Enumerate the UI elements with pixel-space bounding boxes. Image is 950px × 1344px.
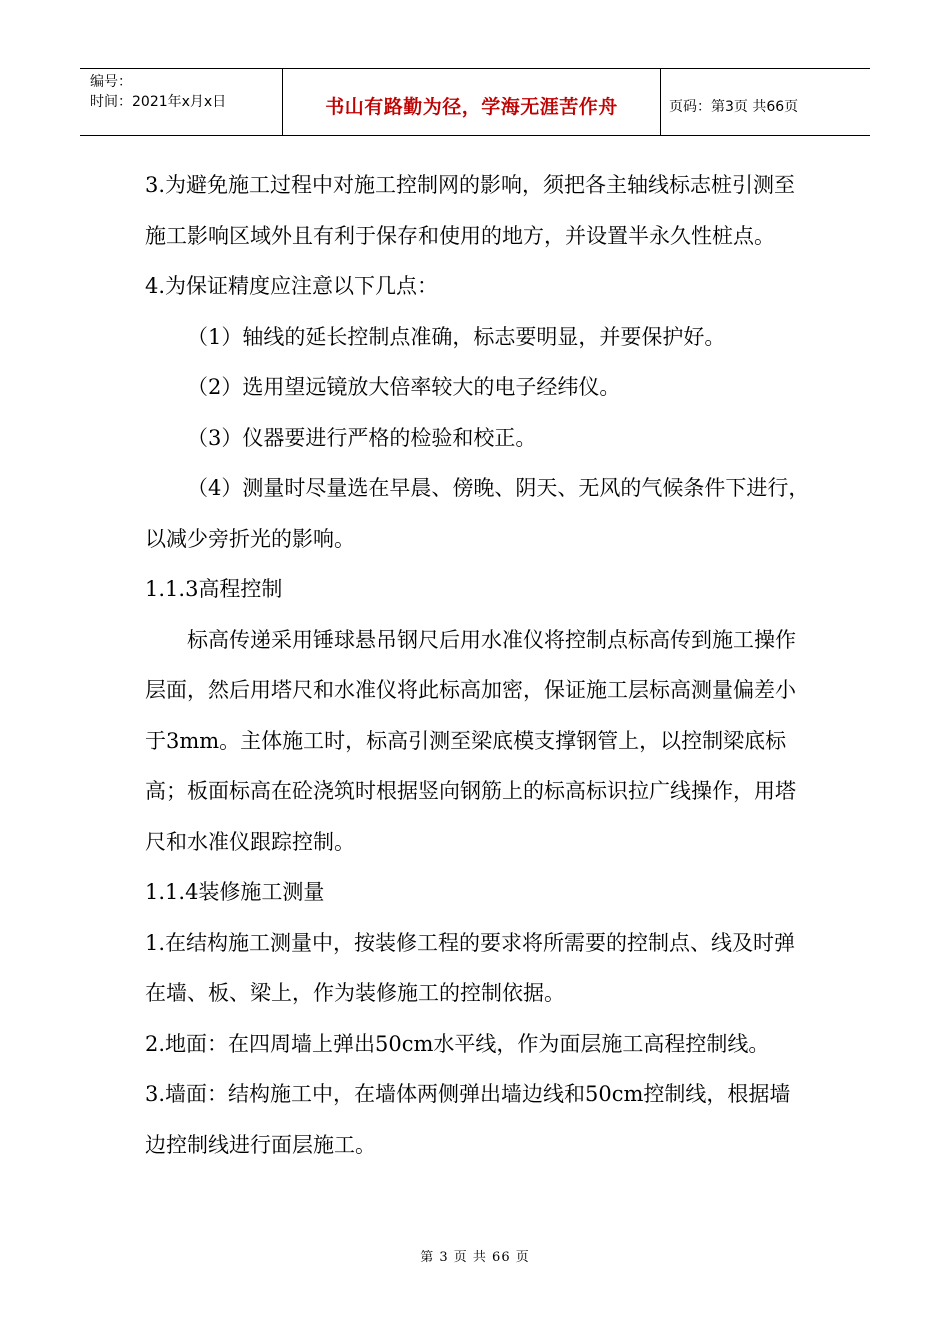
- document-body: [145, 160, 810, 1170]
- paragraph-elevation: 标高传递采用锤球悬吊钢尺后用水准仪将控制点标高传到施工操作层面，然后用塔尺和水准仪将此标高加密，保证施工层标高测量偏差小于3mm。主体施工时，标高引测至梁底模支撑钢管上，以控制梁底标高；板面标高在砼浇筑时根据竖向钢筋上的标高标识拉广线操作，用塔尺和水准仪跟踪控制。: [145, 627, 796, 854]
- page-header: [80, 68, 870, 136]
- document-number: 编号：: [90, 74, 132, 90]
- header-meta: [80, 69, 283, 135]
- section-heading-decoration: 1.1.4装修施工测量: [145, 880, 325, 904]
- section-heading-elevation: 1.1.3高程控制: [145, 577, 283, 601]
- paragraph-precision-title: 4.为保证精度应注意以下几点：: [145, 274, 439, 298]
- header-motto-cell: [283, 69, 661, 135]
- list-item: （1）轴线的延长控制点准确，标志要明显，并要保护好。: [187, 324, 726, 349]
- header-page-info: 页码：第3页 共66页: [669, 99, 799, 115]
- paragraph-decoration-1: 1.在结构施工测量中，按装修工程的要求将所需要的控制点、线及时弹在墙、板、梁上，作为装修施工的控制依据。: [145, 930, 796, 1005]
- list-item: （2）选用望远镜放大倍率较大的电子经纬仪。: [187, 375, 621, 399]
- paragraph-decoration-3: 3.墙面：结构施工中，在墙体两侧弹出墙边线和50cm控制线，根据墙边控制线进行面层施工。: [145, 1082, 791, 1157]
- list-item: （4）测量时尽量选在早晨、傍晚、阴天、无风的气候条件下进行，以减少旁折光的影响。: [145, 476, 810, 551]
- list-item: （3）仪器要进行严格的检验和校正。: [187, 425, 537, 450]
- paragraph-decoration-2: 2.地面：在四周墙上弹出50cm水平线，作为面层施工高程控制线。: [145, 1031, 770, 1056]
- paragraph-survey-stake: 3.为避免施工过程中对施工控制网的影响，须把各主轴线标志桩引测至施工影响区域外且有利于保存和使用的地方，并设置半永久性桩点。: [145, 173, 796, 248]
- header-motto: 书山有路勤为径，学海无涯苦作舟: [325, 95, 618, 118]
- page-footer: 第 3 页 共 66 页: [420, 1250, 530, 1265]
- document-time: 时间：2021年x月x日: [90, 94, 227, 110]
